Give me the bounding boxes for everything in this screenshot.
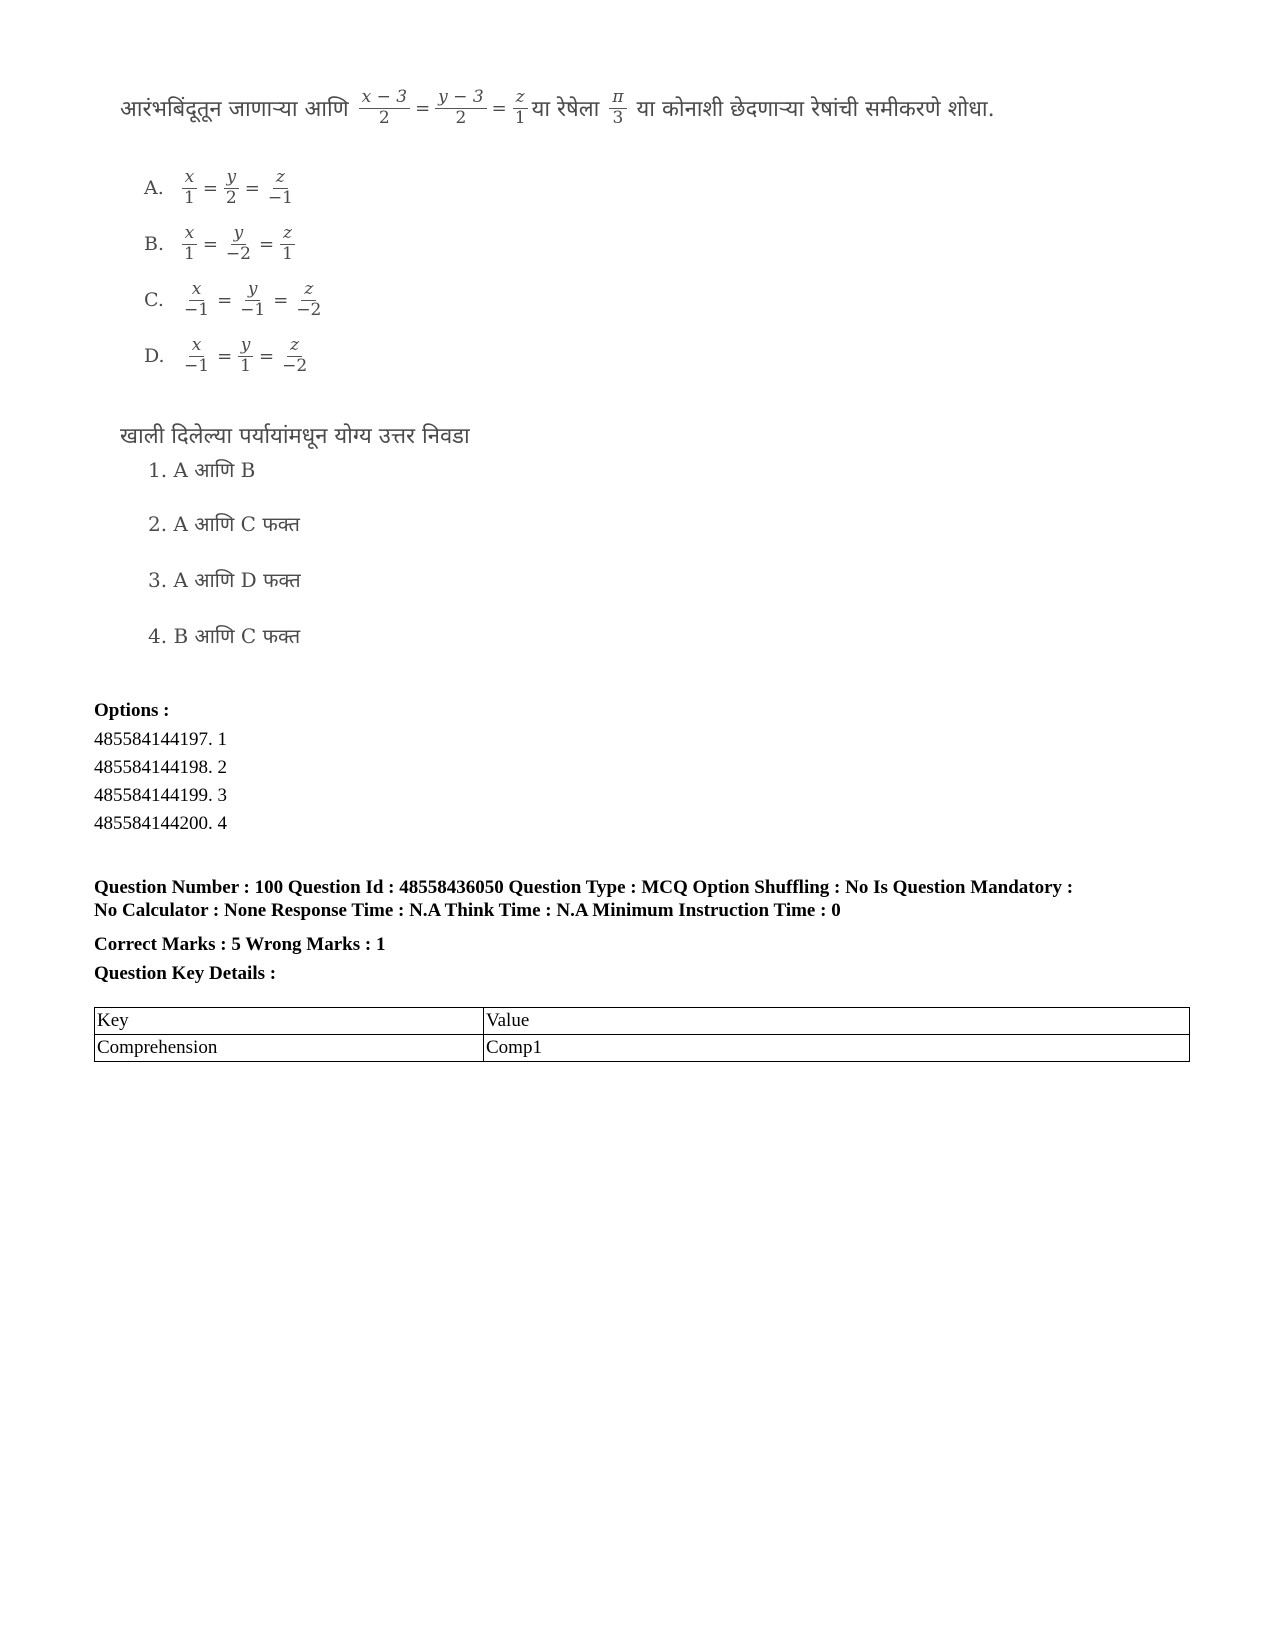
denominator: −1 bbox=[184, 299, 210, 320]
choice-2: 2. A आणि C फक्त bbox=[148, 512, 300, 536]
numerator: y bbox=[224, 168, 240, 189]
table-row bbox=[95, 1035, 1190, 1062]
numerator: z bbox=[280, 224, 295, 245]
fraction bbox=[265, 168, 296, 208]
denominator: −1 bbox=[267, 187, 293, 208]
denominator: −2 bbox=[282, 355, 308, 376]
choice-1: 1. A आणि B bbox=[148, 458, 256, 482]
equation-option-d bbox=[144, 336, 313, 376]
key-details-table bbox=[94, 1007, 1190, 1062]
options-list bbox=[94, 726, 227, 838]
equals-sign: = bbox=[217, 289, 233, 311]
fraction bbox=[279, 336, 310, 376]
fraction-z: $\frac{z}{1}$ bbox=[512, 88, 529, 128]
fraction bbox=[181, 224, 198, 264]
cell-value: Comp1 bbox=[484, 1035, 1190, 1062]
meta-line-2: No Calculator : None Response Time : N.A Think Time : N.A Minimum Instruction Time : 0 bbox=[94, 900, 841, 921]
equals-sign: = bbox=[415, 97, 431, 119]
equation-option-label: A. bbox=[144, 177, 164, 200]
denominator: 1 bbox=[184, 243, 195, 264]
equals-sign: = bbox=[273, 289, 289, 311]
denominator: 1 bbox=[184, 187, 195, 208]
equation-option-label: C. bbox=[144, 289, 164, 312]
equals-sign: = bbox=[217, 345, 233, 367]
denominator: 1 bbox=[240, 355, 251, 376]
numerator: x bbox=[189, 280, 205, 301]
fraction bbox=[293, 280, 324, 320]
numerator: z bbox=[273, 168, 288, 189]
numerator: z bbox=[287, 336, 302, 357]
equation-option-b bbox=[144, 224, 299, 264]
numerator: z bbox=[301, 280, 316, 301]
fraction bbox=[223, 224, 254, 264]
equals-sign: = bbox=[202, 177, 218, 199]
table-header-row bbox=[95, 1008, 1190, 1035]
equation-option-a bbox=[144, 168, 299, 208]
equals-sign: = bbox=[258, 345, 275, 367]
denominator: −1 bbox=[184, 355, 210, 376]
options-heading: Options : bbox=[94, 700, 170, 721]
marks-line: Correct Marks : 5 Wrong Marks : 1 bbox=[94, 934, 386, 955]
fraction bbox=[237, 336, 254, 376]
question-image bbox=[112, 78, 1072, 688]
fraction-y: $\frac{y - 3}{2}$ bbox=[435, 88, 486, 128]
option-1: 485584144197. 1 bbox=[94, 729, 227, 750]
numerator: y bbox=[231, 224, 247, 245]
equals-sign: = bbox=[258, 233, 275, 255]
equation-option-c bbox=[144, 280, 327, 320]
numerator: x bbox=[189, 336, 205, 357]
numerator: y bbox=[245, 280, 261, 301]
question-prompt bbox=[120, 88, 995, 128]
numerator: x bbox=[182, 224, 198, 245]
prompt-before: आरंभबिंदूतून जाणाऱ्या आणि bbox=[120, 97, 349, 123]
numerator: x bbox=[182, 168, 198, 189]
option-4: 485584144200. 4 bbox=[94, 813, 227, 834]
key-details-heading: Question Key Details : bbox=[94, 963, 277, 984]
question-meta bbox=[94, 876, 1073, 922]
prompt-mid: या रेषेला bbox=[531, 97, 600, 123]
sub-prompt: खाली दिलेल्या पर्यायांमधून योग्य उत्तर निवडा bbox=[120, 424, 470, 449]
equals-sign: = bbox=[491, 97, 507, 119]
fraction bbox=[223, 168, 240, 208]
fraction bbox=[181, 280, 212, 320]
option-3: 485584144199. 3 bbox=[94, 785, 227, 806]
header-key: Key bbox=[95, 1008, 484, 1035]
numerator: y bbox=[238, 336, 254, 357]
denominator: −1 bbox=[240, 299, 266, 320]
option-2: 485584144198. 2 bbox=[94, 757, 227, 778]
fraction bbox=[279, 224, 296, 264]
choice-3: 3. A आणि D फक्त bbox=[148, 568, 301, 592]
denominator: −2 bbox=[296, 299, 322, 320]
fraction bbox=[181, 168, 198, 208]
meta-line-1: Question Number : 100 Question Id : 48558436050 Question Type : MCQ Option Shuffling : No Is Question Mandatory : bbox=[94, 877, 1074, 898]
choice-4: 4. B आणि C फक्त bbox=[148, 624, 301, 648]
header-value: Value bbox=[484, 1008, 1190, 1035]
fraction-x: $\frac{x - 3}{2}$ bbox=[359, 88, 410, 128]
fraction bbox=[181, 336, 212, 376]
equation-option-label: B. bbox=[144, 233, 165, 256]
equation-option-label: D. bbox=[144, 345, 165, 368]
prompt-after: या कोनाशी छेदणाऱ्या रेषांची समीकरणे शोधा. bbox=[636, 97, 995, 123]
denominator: 1 bbox=[282, 243, 293, 264]
fraction bbox=[237, 280, 268, 320]
denominator: −2 bbox=[225, 243, 251, 264]
equals-sign: = bbox=[244, 177, 260, 199]
cell-key: Comprehension bbox=[95, 1035, 484, 1062]
equals-sign: = bbox=[202, 233, 218, 255]
angle-fraction: $\frac{\pi}{3}$ bbox=[609, 88, 626, 128]
denominator: 2 bbox=[225, 187, 237, 208]
